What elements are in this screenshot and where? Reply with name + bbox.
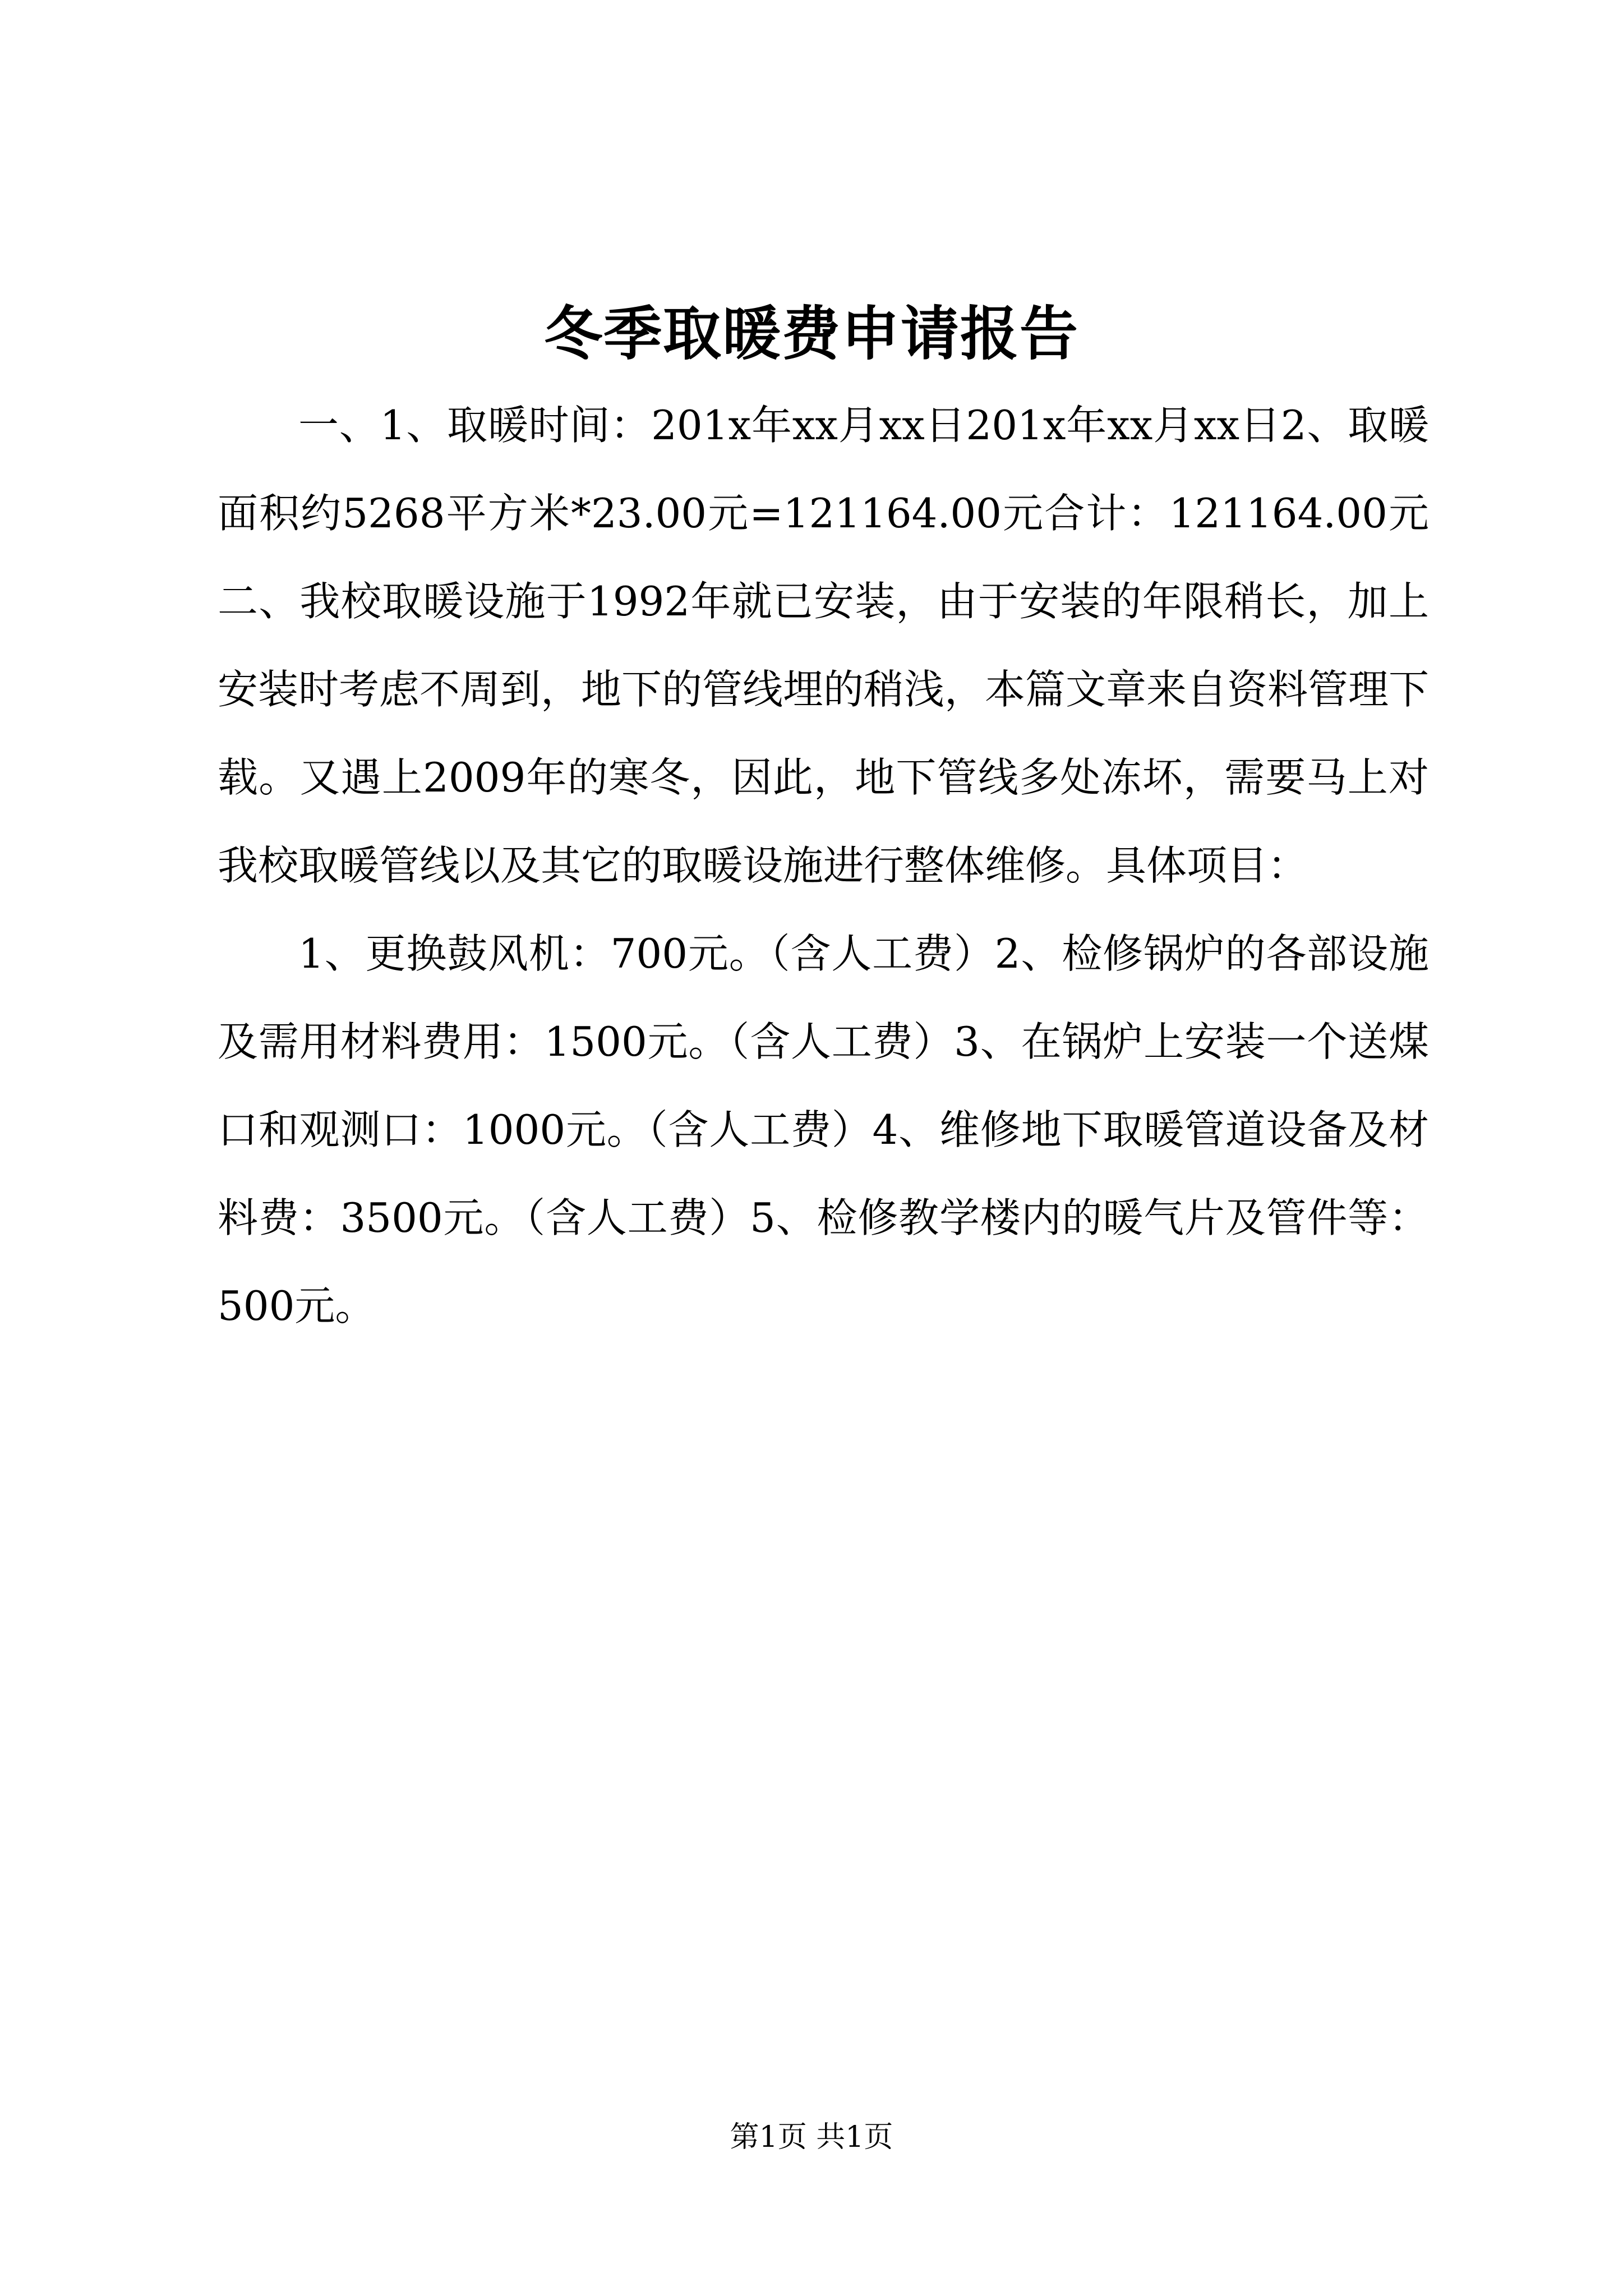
paragraph-repair-items: 1、更换鼓风机：700元。（含人工费）2、检修锅炉的各部设施及需用材料费用：1500元。（含人工费）3、在锅炉上安装一个送煤口和观测口：1000元。（含人工费）4、维修地下取暖管道设备及材料费：3500元。（含人工费）5、检修教学楼内的暖气片及管件等：500元。 bbox=[218, 930, 1429, 1329]
document-body bbox=[218, 381, 1429, 1350]
paragraph-heating-period-and-repair-reason: 一、1、取暖时间：201x年xx月xx日201x年xx月xx日2、取暖面积约5268平方米*23.00元=121164.00元合计：121164.00元二、我校取暖设施于1992年就已安装，由于安装的年限稍长，加上安装时考虑不周到，地下的管线埋的稍浅，本篇文章来自资料管理下载。又遇上2009年的寒冬，因此，地下管线多处冻坏，需要马上对我校取暖管线以及其它的取暖设施进行整体维修。具体项目： bbox=[218, 402, 1430, 889]
document-title: 冬季取暖费申请报告 bbox=[543, 299, 1079, 368]
page-footer: 第1页 共1页 bbox=[730, 2120, 893, 2154]
